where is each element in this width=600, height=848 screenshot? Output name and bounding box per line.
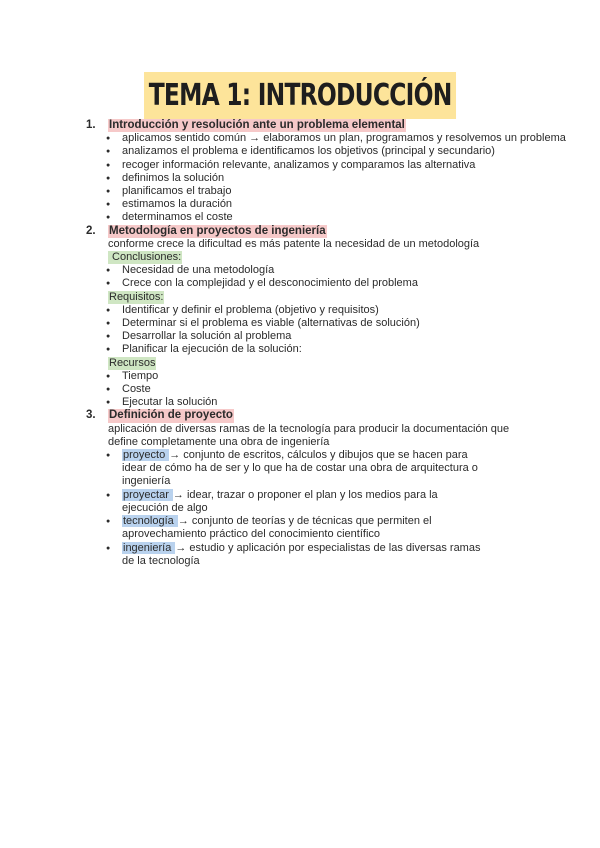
subheading-recursos — [108, 357, 586, 370]
list-item: ● Determinar si el problema es viable (alternativas de solución) — [122, 317, 586, 330]
subheading-label: Conclusiones: — [109, 251, 182, 264]
definition-item — [122, 489, 482, 515]
section-title: Introducción y resolución ante un problema elemental — [109, 119, 405, 131]
definition-list — [86, 449, 482, 568]
page-title: TEMA 1: INTRODUCCIÓN — [144, 72, 456, 119]
section-title: Definición de proyecto — [109, 409, 233, 422]
list-item: ● Ejecutar la solución — [122, 396, 586, 409]
list-item: ● Desarrollar la solución al problema — [122, 330, 586, 343]
section-heading — [86, 119, 586, 132]
list-item: ● estimamos la duración — [122, 198, 586, 211]
section-heading — [86, 409, 586, 422]
definition-text: → idear, trazar o proponer el plan y los medios para la ejecución de algo — [122, 488, 438, 514]
subheading-label: Recursos — [109, 356, 156, 369]
list-item: ● Coste — [122, 383, 586, 396]
bullet-list — [86, 132, 586, 224]
title-container — [0, 72, 600, 119]
list-item: ● Tiempo — [122, 370, 586, 383]
bullet-list — [86, 370, 586, 410]
definition-item — [122, 515, 482, 541]
subheading-conclusiones — [108, 251, 586, 264]
definition-term: proyecto — [123, 449, 169, 462]
definition-term: ingeniería — [123, 541, 175, 554]
subheading-label: Requisitos: — [109, 290, 164, 303]
definition-text: → conjunto de teorías y de técnicas que permiten el aprovechamiento práctico del conocimiento científico — [122, 515, 432, 541]
bullet-list — [86, 304, 586, 357]
definition-item — [122, 449, 482, 489]
list-item: ● aplicamos sentido común → elaboramos un plan, programamos y resolvemos un problema — [122, 132, 586, 145]
list-item: ● Crece con la complejidad y el desconocimiento del problema — [122, 277, 586, 290]
list-item: ● determinamos el coste — [122, 211, 586, 224]
list-item: ● definimos la solución — [122, 172, 586, 185]
definition-text: → estudio y aplicación por especialistas de las diversas ramas de la tecnología — [122, 541, 481, 567]
definition-text: → conjunto de escritos, cálculos y dibujos que se hacen para idear de cómo ha de ser y lo que ha de costar una obra de arquitectura o ingeniería — [122, 449, 478, 488]
list-item: ● planificamos el trabajo — [122, 185, 586, 198]
definition-term: proyectar — [123, 488, 172, 501]
subheading-requisitos — [108, 291, 586, 304]
list-item: ● Planificar la ejecución de la solución: — [122, 343, 586, 356]
list-item: ● analizamos el problema e identificamos los objetivos (principal y secundario) — [122, 145, 586, 158]
section-number: 1. — [86, 119, 96, 131]
definition-item — [122, 542, 482, 568]
section-intro: aplicación de diversas ramas de la tecnología para producir la documentación que define completamente una obra de ingeniería — [108, 422, 510, 448]
bullet-list — [86, 264, 586, 290]
list-item: ● recoger información relevante, analizamos y comparamos las alternativa — [122, 159, 586, 172]
section-heading — [86, 225, 586, 238]
list-item: ● Necesidad de una metodología — [122, 264, 586, 277]
section-2 — [86, 225, 586, 410]
list-item: ● Identificar y definir el problema (objetivo y requisitos) — [122, 304, 586, 317]
section-title: Metodología en proyectos de ingeniería — [109, 224, 326, 237]
section-number: 2. — [86, 224, 96, 237]
definition-term: tecnología — [123, 515, 177, 528]
section-intro: conforme crece la dificultad es más patente la necesidad de un metodología — [108, 237, 480, 250]
section-1 — [86, 119, 586, 225]
document-body — [86, 119, 586, 568]
section-number: 3. — [86, 409, 96, 422]
section-3 — [86, 409, 586, 567]
